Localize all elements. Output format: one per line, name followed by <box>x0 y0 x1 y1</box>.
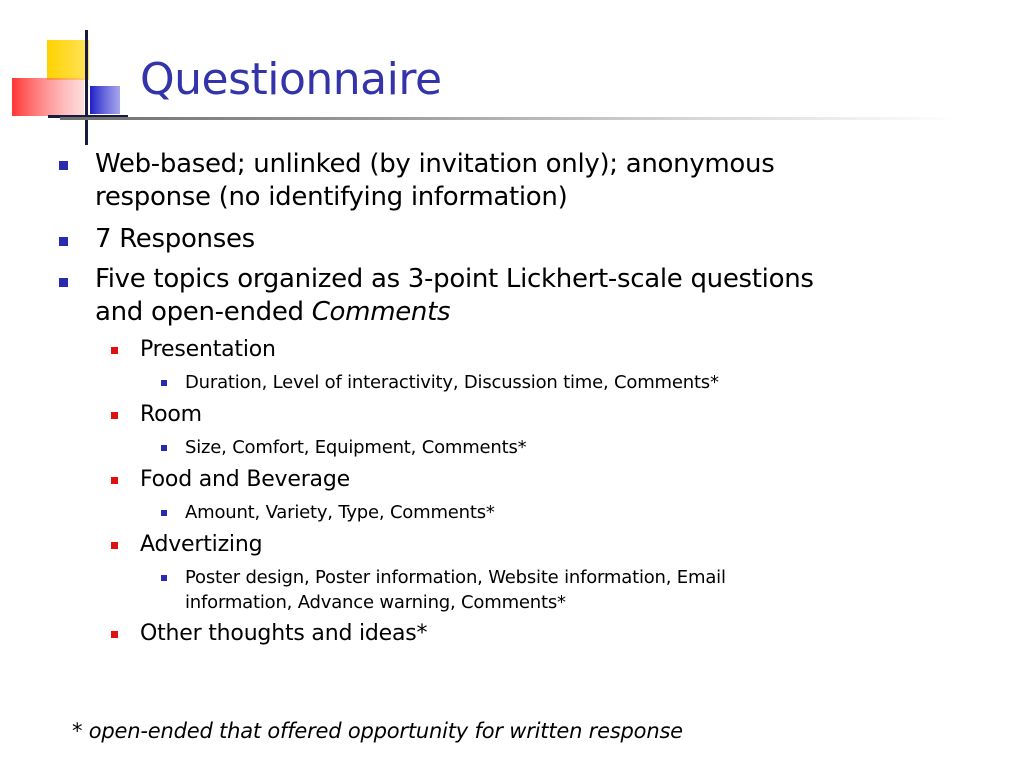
bullet-text: 7 Responses <box>95 224 255 254</box>
sub-sub-bullet-text-continuation: information, Advance warning, Comments* <box>185 592 566 613</box>
sub-sub-bullet-marker <box>161 575 167 581</box>
sub-bullet-marker <box>111 477 118 484</box>
sub-sub-bullet-text: Size, Comfort, Equipment, Comments* <box>185 437 527 458</box>
sub-bullet-text: Other thoughts and ideas* <box>140 621 428 646</box>
sub-sub-bullet-marker <box>161 380 167 386</box>
bullet-marker <box>59 278 68 287</box>
bullet-text: Web-based; unlinked (by invitation only); anonymous <box>95 149 775 179</box>
sub-bullet-text: Presentation <box>140 337 276 362</box>
bullet-marker <box>59 161 68 170</box>
bullet-text: Five topics organized as 3-point Lickhert-scale questions <box>95 264 814 294</box>
slide-footnote: * open-ended that offered opportunity for written response <box>72 719 683 743</box>
slide-title: Questionnaire <box>140 54 442 105</box>
sub-bullet-marker <box>111 412 118 419</box>
sub-bullet-text: Advertizing <box>140 532 263 557</box>
sub-sub-bullet-text: Duration, Level of interactivity, Discussion time, Comments* <box>185 372 719 393</box>
bullet-text-continuation: response (no identifying information) <box>95 182 568 212</box>
sub-bullet-marker <box>111 542 118 549</box>
sub-sub-bullet-marker <box>161 510 167 516</box>
sub-sub-bullet-text: Amount, Variety, Type, Comments* <box>185 502 495 523</box>
bullet-marker <box>59 237 68 246</box>
sub-bullet-text: Room <box>140 402 202 427</box>
sub-bullet-text: Food and Beverage <box>140 467 350 492</box>
bullet-text-prefix: and open-ended <box>95 297 312 327</box>
sub-bullet-marker <box>111 347 118 354</box>
sub-sub-bullet-marker <box>161 445 167 451</box>
bullet-text-italic: Comments <box>311 297 451 327</box>
bullet-text-continuation <box>95 296 450 329</box>
sub-sub-bullet-text: Poster design, Poster information, Website information, Email <box>185 567 726 588</box>
sub-bullet-marker <box>111 631 118 638</box>
